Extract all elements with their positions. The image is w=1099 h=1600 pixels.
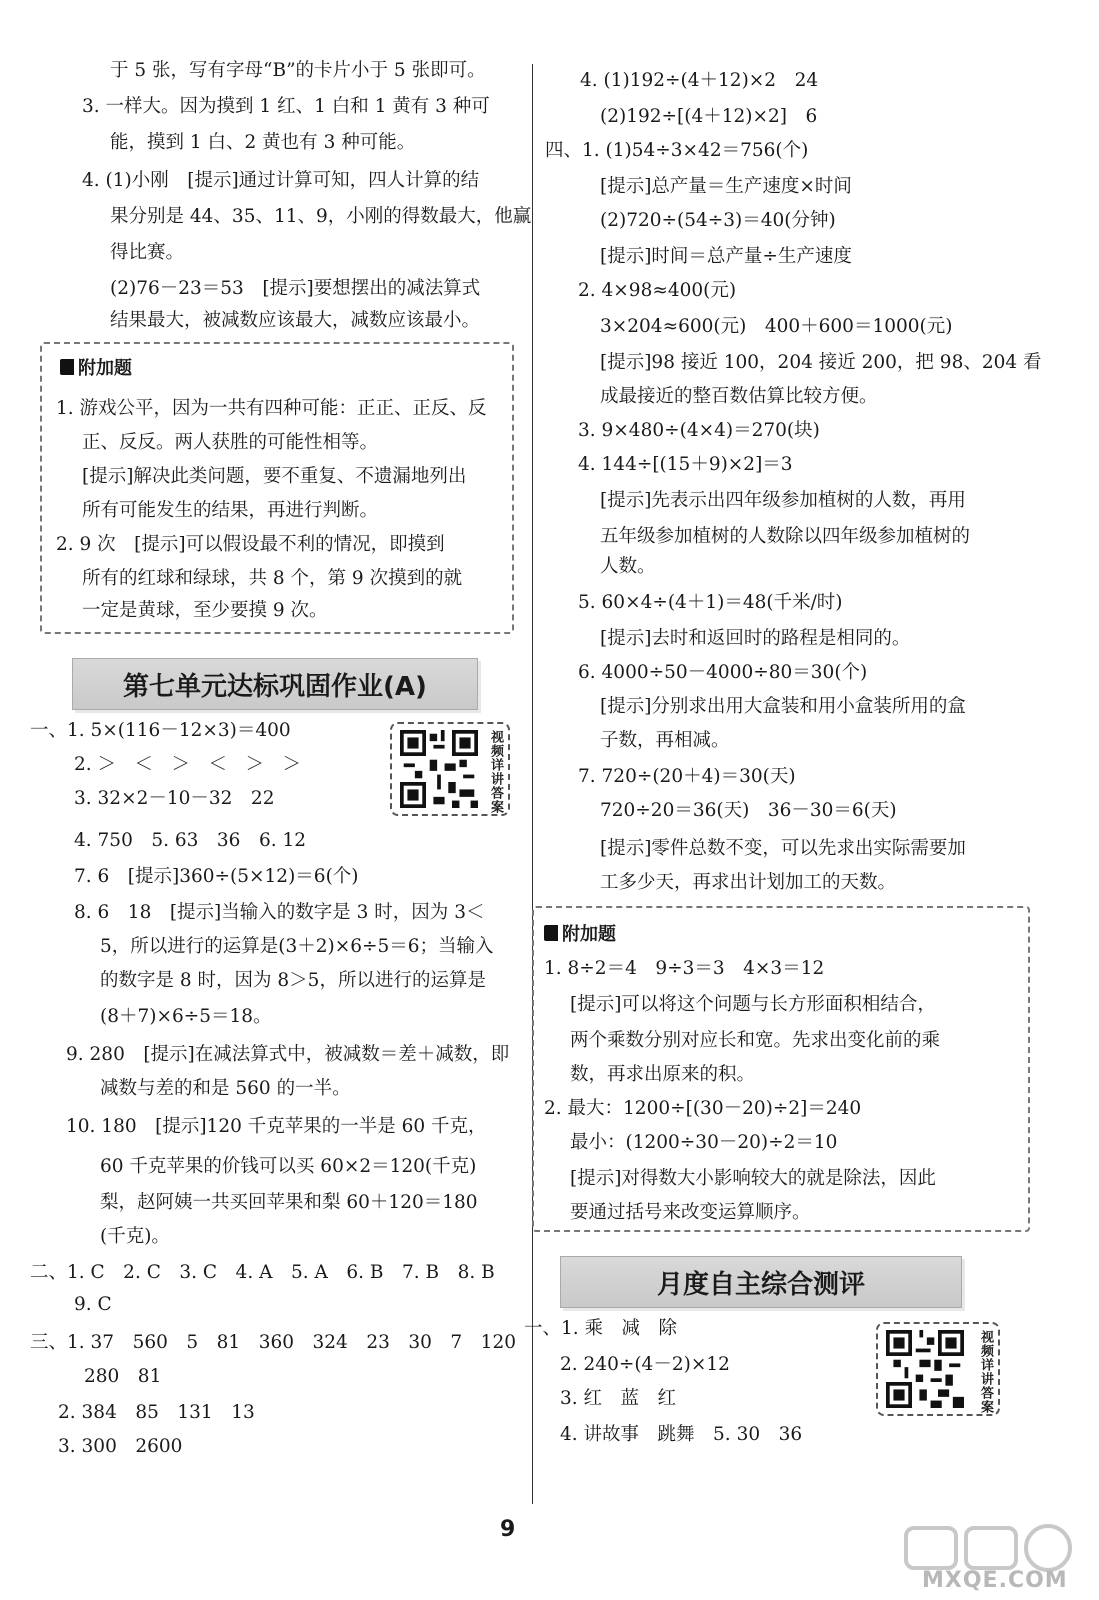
text-line: 五年级参加植树的人数除以四年级参加植树的 xyxy=(600,526,971,547)
text-line: 2. 240÷(4－2)×12 xyxy=(560,1354,730,1375)
text-line: 1. 游戏公平，因为一共有四种可能：正正、正反、反 xyxy=(56,398,487,419)
text-line: 两个乘数分别对应长和宽。先求出变化前的乘 xyxy=(570,1030,941,1051)
text-line: 于 5 张，写有字母“B”的卡片小于 5 张即可。 xyxy=(110,60,486,81)
text-line: [提示]分别求出用大盒装和用小盒装所用的盒 xyxy=(600,696,966,717)
qr-label: 视频详讲答案 xyxy=(488,730,503,814)
text-line: [提示]去时和返回时的路程是相同的。 xyxy=(600,628,911,649)
text-line: 要通过括号来改变运算顺序。 xyxy=(570,1202,811,1223)
text-line: 所有可能发生的结果，再进行判断。 xyxy=(82,500,379,521)
text-line: 7. 6 [提示]360÷(5×12)＝6(个) xyxy=(74,866,359,887)
text-line: 3. 一样大。因为摸到 1 红、1 白和 1 黄有 3 种可 xyxy=(82,96,490,117)
text-line: 成最接近的整百数估算比较方便。 xyxy=(600,386,878,407)
text-line: (2)192÷[(4＋12)×2] 6 xyxy=(600,106,818,127)
text-line: [提示]可以将这个问题与长方形面积相结合， xyxy=(570,994,936,1015)
text-line: 所有的红球和绿球，共 8 个，第 9 次摸到的就 xyxy=(82,568,463,589)
text-line: 3. 32×2－10－32 22 xyxy=(74,788,275,809)
text-line: 减数与差的和是 560 的一半。 xyxy=(100,1078,351,1099)
text-line: 10. 180 [提示]120 千克苹果的一半是 60 千克， xyxy=(66,1116,487,1137)
qr-code-box[interactable] xyxy=(876,1322,1000,1416)
text-line: 3×204≈600(元) 400＋600＝1000(元) xyxy=(600,316,953,337)
text-line: 4. (1)192÷(4＋12)×2 24 xyxy=(580,70,819,91)
text-line: 2. 最大：1200÷[(30－20)÷2]＝240 xyxy=(544,1098,862,1119)
text-line: [提示]解决此类问题，要不重复、不遗漏地列出 xyxy=(82,466,467,487)
watermark-text: MXQE.COM xyxy=(922,1568,1068,1593)
text-line: (2)76－23＝53 [提示]要想摆出的减法算式 xyxy=(110,278,481,299)
text-line: 3. 9×480÷(4×4)＝270(块) xyxy=(578,420,820,441)
text-line: 1. 8÷2＝4 9÷3＝3 4×3＝12 xyxy=(544,958,825,979)
text-line: 四、1. (1)54÷3×42＝756(个) xyxy=(545,140,809,161)
box-title: 附加题 xyxy=(544,920,616,946)
text-line: [提示]先表示出四年级参加植树的人数，再用 xyxy=(600,490,966,511)
text-line: 60 千克苹果的价钱可以买 60×2＝120(千克) xyxy=(100,1156,477,1177)
qr-code-icon xyxy=(886,1330,964,1408)
box-title-icon xyxy=(544,925,558,941)
text-line: 果分别是 44、35、11、9，小刚的得数最大，他赢 xyxy=(110,206,532,227)
text-line: 4. 讲故事 跳舞 5. 30 36 xyxy=(560,1424,803,1445)
text-line: [提示]对得数大小影响较大的就是除法，因此 xyxy=(570,1168,936,1189)
text-line: [提示]98 接近 100，204 接近 200，把 98、204 看 xyxy=(600,352,1042,373)
text-line: 2. 9 次 [提示]可以假设最不利的情况，即摸到 xyxy=(56,534,445,555)
text-line: [提示]时间＝总产量÷生产速度 xyxy=(600,246,852,267)
text-line: 280 81 xyxy=(84,1366,162,1387)
text-line: [提示]总产量＝生产速度×时间 xyxy=(600,176,852,197)
text-line: 正、反反。两人获胜的可能性相等。 xyxy=(82,432,379,453)
text-line: 得比赛。 xyxy=(110,242,185,263)
qr-code-icon xyxy=(400,730,478,808)
text-line: 9. C xyxy=(74,1294,112,1315)
text-line: 4. 750 5. 63 36 6. 12 xyxy=(74,830,307,851)
text-line: 7. 720÷(20＋4)＝30(天) xyxy=(578,766,796,787)
text-line: 三、1. 37 560 5 81 360 324 23 30 7 120 xyxy=(30,1332,516,1353)
text-line: (8＋7)×6÷5＝18。 xyxy=(100,1006,272,1027)
page-number: 9 xyxy=(500,1517,516,1542)
text-line: 8. 6 18 [提示]当输入的数字是 3 时，因为 3＜ xyxy=(74,902,485,923)
text-line: 梨，赵阿姨一共买回苹果和梨 60＋120＝180 xyxy=(100,1192,478,1213)
section-banner: 月度自主综合测评 xyxy=(560,1256,962,1308)
text-line: 工多少天，再求出计划加工的天数。 xyxy=(600,872,897,893)
text-line: 3. 红 蓝 红 xyxy=(560,1388,677,1409)
qr-label: 视频详讲答案 xyxy=(978,1330,993,1414)
text-line: 9. 280 [提示]在减法算式中，被减数＝差＋减数，即 xyxy=(66,1044,510,1065)
text-line: 一、1. 5×(116－12×3)＝400 xyxy=(30,720,291,741)
text-line: 5，所以进行的运算是(3＋2)×6÷5＝6；当输入 xyxy=(100,936,494,957)
text-line: 最小：(1200÷30－20)÷2＝10 xyxy=(570,1132,838,1153)
column-divider xyxy=(532,64,533,1504)
text-line: 数，再求出原来的积。 xyxy=(570,1064,756,1085)
text-line: (2)720÷(54÷3)＝40(分钟) xyxy=(600,210,836,231)
text-line: 能，摸到 1 白、2 黄也有 3 种可能。 xyxy=(110,132,416,153)
text-line: 二、1. C 2. C 3. C 4. A 5. A 6. B 7. B 8. B xyxy=(30,1262,495,1283)
box-title: 附加题 xyxy=(60,354,132,380)
text-line: 5. 60×4÷(4＋1)＝48(千米/时) xyxy=(578,592,843,613)
text-line: 4. 144÷[(15＋9)×2]＝3 xyxy=(578,454,793,475)
text-line: 的数字是 8 时，因为 8＞5，所以进行的运算是 xyxy=(100,970,486,991)
section-banner: 第七单元达标巩固作业(A) xyxy=(72,658,478,710)
text-line: (千克)。 xyxy=(100,1226,170,1247)
text-line: 子数，再相减。 xyxy=(600,730,730,751)
text-line: 人数。 xyxy=(600,556,656,577)
text-line: 4. (1)小刚 [提示]通过计算可知，四人计算的结 xyxy=(82,170,480,191)
text-line: 2. 384 85 131 13 xyxy=(58,1402,255,1423)
extra-questions-box-right xyxy=(532,906,1030,1232)
text-line: 一定是黄球，至少要摸 9 次。 xyxy=(82,600,328,621)
text-line: 一、1. 乘 减 除 xyxy=(524,1318,678,1339)
extra-questions-box-left xyxy=(40,342,514,634)
text-line: 结果最大，被减数应该最大，减数应该最小。 xyxy=(110,310,481,331)
box-title-icon xyxy=(60,359,74,375)
text-line: 2. ＞ ＜ ＞ ＜ ＞ ＞ xyxy=(74,754,302,775)
text-line: 3. 300 2600 xyxy=(58,1436,183,1457)
text-line: 6. 4000÷50－4000÷80＝30(个) xyxy=(578,662,868,683)
text-line: 2. 4×98≈400(元) xyxy=(578,280,737,301)
qr-code-box[interactable] xyxy=(390,722,510,816)
text-line: [提示]零件总数不变，可以先求出实际需要加 xyxy=(600,838,966,859)
text-line: 720÷20＝36(天) 36－30＝6(天) xyxy=(600,800,897,821)
